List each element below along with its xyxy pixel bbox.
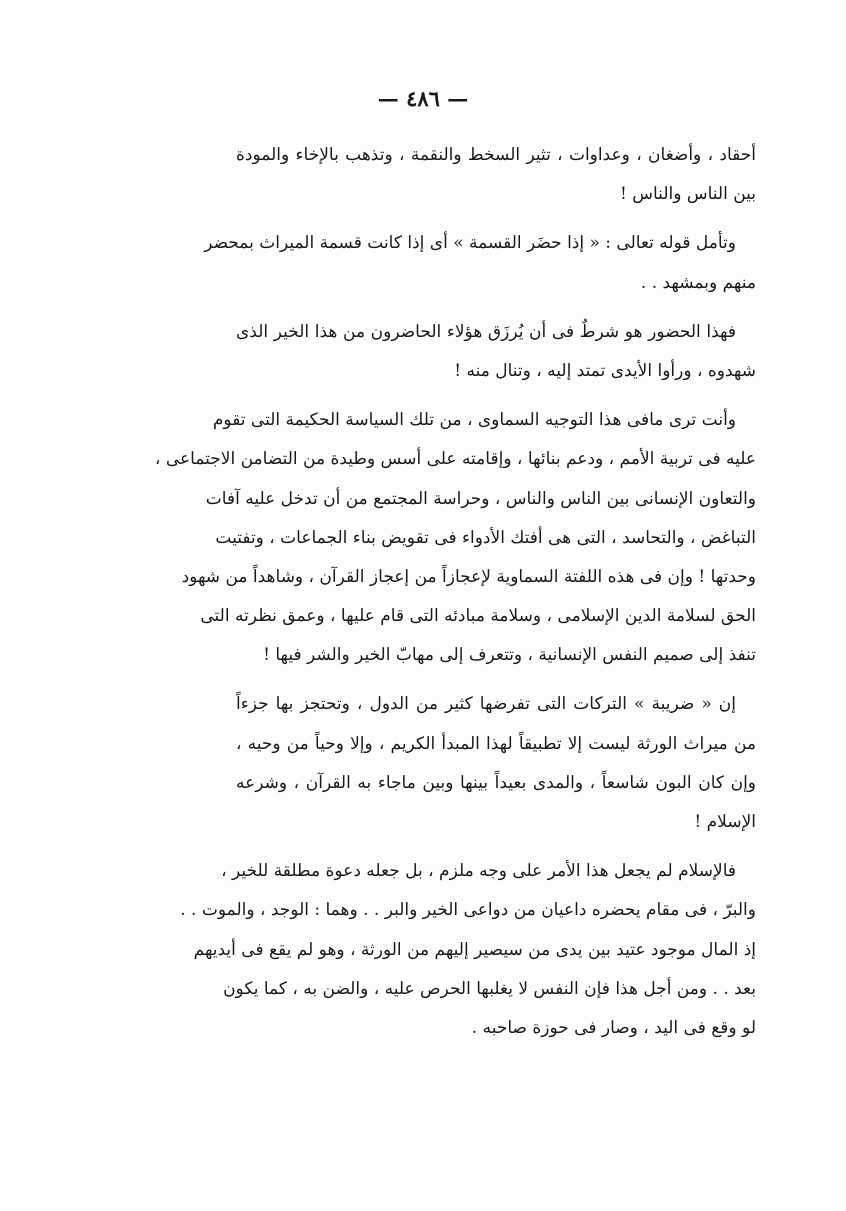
- text-line: من ميراث الورثة ليست إلا تطبيقاً لهذا المبدأ الكريم ، وإلا وحياً من وحيه ،: [236, 733, 756, 754]
- text-line: بعد . . ومن أجل هذا فإن النفس لا يغلبها الحرص عليه ، والضن به ، كما يكون: [223, 978, 756, 999]
- text-line: والتعاون الإنسانى بين الناس والناس ، وحراسة المجتمع من أن تدخل عليه آفات: [205, 488, 756, 509]
- text-line: وإن كان البون شاسعاً ، والمدى بعيداً بينها وبين ماجاء به القرآن ، وشرعه: [236, 772, 756, 793]
- text-line: الحق لسلامة الدين الإسلامى ، وسلامة مبادئه التى قام عليها ، وعمق نظرته التى: [200, 606, 756, 627]
- text-line: والبرّ ، فى مقام يحضره داعيان من دواعى الخير والبر . . وهما : الوجد ، والموت . .: [180, 900, 756, 921]
- text-line: الإسلام !: [694, 812, 756, 832]
- page-number: — ٤٨٦ —: [377, 86, 469, 111]
- text-line: إن « ضريبة » التركات التى تفرضها كثير من الدول ، وتحتجز بها جزءاً: [236, 694, 736, 715]
- text-line: فالإسلام لم يجعل هذا الأمر على وجه ملزم ، بل جعله دعوة مطلقة للخير ،: [221, 861, 736, 882]
- paragraph-gap: [236, 675, 756, 685]
- body-text: [154, 136, 756, 1048]
- paragraph-gap: [236, 842, 756, 852]
- text-line: وتأمل قوله تعالى : « إذا حضَر القسمة » أى إذا كانت قسمة الميراث بمحضر: [204, 233, 736, 254]
- paragraph-gap: [236, 214, 756, 224]
- text-line: وأنت ترى مافى هذا التوجيه السماوى ، من تلك السياسة الحكيمة التى تقوم: [212, 410, 736, 431]
- text-line: وحدتها ! وإن فى هذه اللفتة السماوية لإعجازاً من إعجاز القرآن ، وشاهداً من شهود: [181, 566, 756, 587]
- text-line: لو وقع فى اليد ، وصار فى حوزة صاحبه .: [471, 1017, 756, 1038]
- text-line: بين الناس والناس !: [620, 184, 756, 205]
- paragraph-gap: [236, 303, 756, 313]
- paragraph-gap: [236, 391, 756, 401]
- text-line: إذ المال موجود عتيد بين يدى من سيصير إليهم من الورثة ، وهو لم يقع فى أيديهم: [193, 939, 756, 960]
- text-line: التباغض ، والتحاسد ، التى هى أفتك الأدواء فى تقويض بناء الجماعات ، وتفتيت: [215, 527, 756, 548]
- text-line: أحقاد ، وأضغان ، وعداوات ، تثير السخط والنقمة ، وتذهب بالإخاء والمودة: [236, 145, 756, 165]
- text-line: عليه فى تربية الأمم ، ودعم بنائها ، وإقامته على أسس وطيدة من التضامن الاجتماعى ،: [154, 449, 756, 470]
- text-line: تنفذ إلى صميم النفس الإنسانية ، وتتعرف إلى مهابّ الخير والشر فيها !: [263, 645, 756, 666]
- text-line: شهدوه ، ورأوا الأيدى تمتد إليه ، وتنال منه !: [454, 360, 756, 381]
- text-line: فهذا الحضور هو شرطٌ فى أن يُرزَق هؤلاء الحاضرون من هذا الخير الذى: [236, 321, 736, 342]
- text-line: منهم وبمشهد . .: [640, 272, 756, 293]
